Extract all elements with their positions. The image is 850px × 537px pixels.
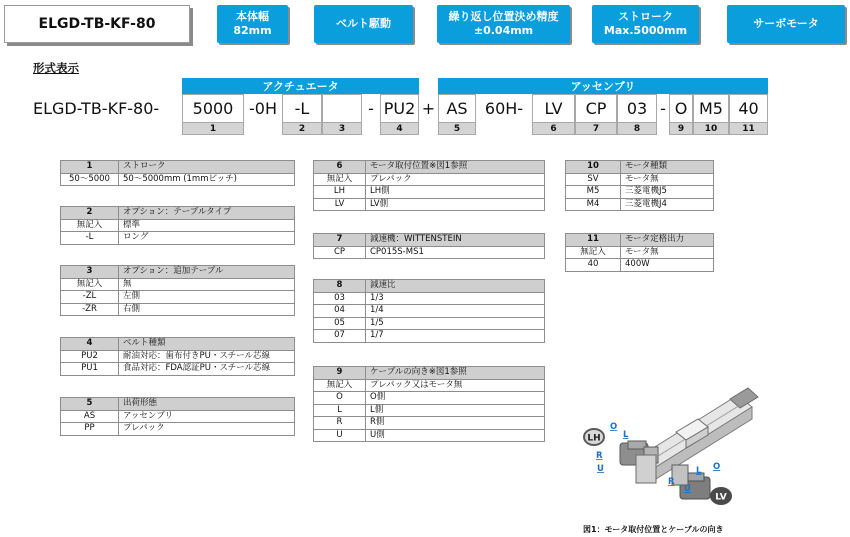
table-desc: プレパック (119, 423, 295, 436)
code-number-9: 9 (669, 122, 693, 135)
cable-direction-u-lower: U (684, 484, 691, 494)
table-row (314, 198, 545, 211)
spec-pill-drive-label: ベルト駆動 (336, 17, 391, 30)
table-row (314, 379, 545, 392)
code-motor-type: M5 (693, 94, 729, 122)
table-desc: LH側 (366, 186, 545, 199)
table-title: 出荷形態 (119, 398, 295, 411)
spec-pill-width-label: 本体幅 (236, 10, 269, 23)
lh-badge (583, 428, 605, 446)
cable-direction-r-upper: R (596, 451, 603, 461)
table-row (314, 246, 545, 259)
table-code: 03 (314, 292, 366, 305)
spec-pill-motor (727, 5, 845, 43)
table-number: 3 (61, 266, 119, 279)
lh-label: LH (587, 433, 601, 444)
code-dash: - (368, 98, 374, 118)
spec-pill-stroke-label: ストローク (618, 10, 673, 23)
code-ratio: 03 (617, 94, 657, 122)
table-title: 減速機：WITTENSTEIN (366, 234, 545, 247)
table-row (314, 404, 545, 417)
table-code: PU2 (61, 350, 119, 363)
table-row (314, 429, 545, 442)
table-desc: 1/4 (366, 305, 545, 318)
code-dash-2: - (660, 98, 666, 118)
table-title: モータ取付位置※図1参照 (366, 161, 545, 174)
spec-pill-accuracy-label: 繰り返し位置決め精度 (448, 10, 559, 23)
table-number: 2 (61, 207, 119, 220)
code-fixed-60h: 60H- (484, 98, 524, 118)
table-desc: 1/5 (366, 317, 545, 330)
table-code: M5 (566, 186, 621, 199)
code-shipping: AS (438, 94, 476, 122)
code-number-2: 2 (282, 122, 322, 135)
table-row (314, 330, 545, 343)
actuator-illustration (580, 385, 760, 520)
option-table-reducer (313, 233, 545, 259)
table-title: ストローク (119, 161, 295, 174)
table-desc: 1/3 (366, 292, 545, 305)
code-additional-table (322, 94, 362, 122)
table-number: 9 (314, 367, 366, 380)
table-row (314, 417, 545, 430)
table-code: 04 (314, 305, 366, 318)
table-number: 7 (314, 234, 366, 247)
table-desc: 右側 (119, 303, 295, 316)
table-desc: 食品対応：FDA認証PU・スチール芯線 (119, 363, 295, 376)
code-reducer: CP (575, 94, 617, 122)
table-number: 5 (61, 398, 119, 411)
table-code: 無記入 (61, 278, 119, 291)
model-name-box (4, 5, 190, 43)
table-desc: 三菱電機J5 (621, 186, 714, 199)
table-number: 6 (314, 161, 366, 174)
table-code: PU1 (61, 363, 119, 376)
code-number-5: 5 (438, 122, 476, 135)
table-code: 無記入 (61, 219, 119, 232)
table-desc: CP015S-MS1 (366, 246, 545, 259)
table-row (314, 392, 545, 405)
code-number-11: 11 (729, 122, 768, 135)
option-table-ratio (313, 279, 545, 343)
code-belt: PU2 (380, 94, 419, 122)
code-number-1: 1 (182, 122, 244, 135)
table-desc: O側 (366, 392, 545, 405)
table-row (61, 410, 295, 423)
motor-lv (672, 465, 710, 499)
code-stroke: 5000 (182, 94, 244, 122)
table-code: AS (61, 410, 119, 423)
table-code: O (314, 392, 366, 405)
table-code: LH (314, 186, 366, 199)
table-code: SV (566, 173, 621, 186)
code-number-7: 7 (575, 122, 617, 135)
code-fixed-0h: -0H (249, 98, 277, 118)
table-number: 10 (566, 161, 621, 174)
table-desc: アッセンブリ (119, 410, 295, 423)
spec-pill-accuracy (437, 5, 570, 43)
lv-badge (710, 487, 732, 505)
table-row (314, 292, 545, 305)
table-desc: モータ無 (621, 173, 714, 186)
table-desc: R側 (366, 417, 545, 430)
table-desc: U側 (366, 429, 545, 442)
table-desc: 1/7 (366, 330, 545, 343)
code-plus: + (421, 98, 436, 118)
table-code: -ZR (61, 303, 119, 316)
table-code: M4 (566, 198, 621, 211)
code-number-10: 10 (693, 122, 729, 135)
option-table-shipping (60, 397, 295, 436)
lv-label: LV (715, 492, 727, 503)
spec-pill-stroke (592, 5, 699, 43)
cable-direction-u-upper: U (597, 464, 604, 474)
table-number: 11 (566, 234, 621, 247)
table-title: モータ定格出力 (621, 234, 714, 247)
option-table-stroke (60, 160, 295, 186)
code-cable-direction: O (669, 94, 693, 122)
spec-pill-motor-label: サーボモータ (753, 17, 819, 30)
cable-direction-o-lower: O (713, 462, 721, 472)
table-desc: 左側 (119, 291, 295, 304)
code-number-4: 4 (380, 122, 419, 135)
spec-pill-width-value: 82mm (233, 24, 272, 37)
code-number-3: 3 (322, 122, 362, 135)
option-table-additional-table (60, 265, 295, 316)
table-row (314, 186, 545, 199)
table-desc: 耐油対応：歯布付きPU・スチール芯線 (119, 350, 295, 363)
table-desc: 50～5000mm (1mmピッチ) (119, 173, 295, 186)
option-table-table-type (60, 206, 295, 245)
table-code: 無記入 (566, 246, 621, 259)
option-table-belt (60, 337, 295, 376)
figure-caption: 図1：モータ取付位置とケーブルの向き (583, 525, 724, 534)
table-row (61, 350, 295, 363)
table-row (566, 173, 714, 186)
actuator-group-header: アクチュエータ (182, 78, 419, 94)
table-row (61, 278, 295, 291)
table-title: オプション：テーブルタイプ (119, 207, 295, 220)
table-row (314, 317, 545, 330)
table-code: 07 (314, 330, 366, 343)
code-number-6: 6 (532, 122, 575, 135)
spec-pill-accuracy-value: ±0.04mm (473, 24, 534, 37)
table-desc: 標準 (119, 219, 295, 232)
table-row (566, 198, 714, 211)
cable-direction-o-upper: O (610, 422, 618, 432)
table-row (314, 305, 545, 318)
section-title: 形式表示 (33, 61, 79, 75)
table-code: L (314, 404, 366, 417)
table-row (61, 423, 295, 436)
spec-pill-stroke-value: Max.5000mm (603, 24, 688, 37)
table-number: 4 (61, 338, 119, 351)
table-title: ベルト種類 (119, 338, 295, 351)
table-number: 1 (61, 161, 119, 174)
table-number: 8 (314, 280, 366, 293)
table-code: PP (61, 423, 119, 436)
table-title: 減速比 (366, 280, 545, 293)
table-code: 40 (566, 259, 621, 272)
table-code: 50～5000 (61, 173, 119, 186)
table-desc: プレパック又はモータ無 (366, 379, 545, 392)
table-code: 無記入 (314, 173, 366, 186)
table-code: R (314, 417, 366, 430)
table-desc: プレパック (366, 173, 545, 186)
code-motor-output: 40 (729, 94, 768, 122)
table-row (61, 363, 295, 376)
table-code: LV (314, 198, 366, 211)
table-row (566, 259, 714, 272)
table-desc: ロング (119, 232, 295, 245)
assembly-group-header: アッセンブリ (438, 78, 768, 94)
table-code: 無記入 (314, 379, 366, 392)
code-motor-position: LV (532, 94, 575, 122)
cable-direction-r-lower: R (668, 477, 675, 487)
table-row (566, 186, 714, 199)
table-row (61, 173, 295, 186)
option-table-motor-position (313, 160, 545, 211)
code-number-8: 8 (617, 122, 657, 135)
cable-direction-l-lower: L (696, 466, 702, 476)
table-title: ケーブルの向き※図1参照 (366, 367, 545, 380)
code-prefix: ELGD-TB-KF-80- (33, 98, 160, 118)
table-desc: 無 (119, 278, 295, 291)
table-code: -L (61, 232, 119, 245)
table-title: オプション：追加テーブル (119, 266, 295, 279)
table-desc: 400W (621, 259, 714, 272)
table-row (61, 291, 295, 304)
model-name: ELGD-TB-KF-80 (38, 16, 156, 32)
code-table-type: -L (282, 94, 322, 122)
table-row (314, 173, 545, 186)
table-code: 05 (314, 317, 366, 330)
option-table-cable-direction (313, 366, 545, 442)
table-code: CP (314, 246, 366, 259)
table-row (566, 246, 714, 259)
cable-direction-l-upper: L (623, 430, 629, 440)
option-table-motor-type (565, 160, 714, 211)
table-code: U (314, 429, 366, 442)
table-desc: 三菱電機J4 (621, 198, 714, 211)
motor-lh (620, 441, 658, 483)
spec-pill-width (217, 5, 288, 43)
table-row (61, 219, 295, 232)
table-code: -ZL (61, 291, 119, 304)
option-table-motor-output (565, 233, 714, 272)
table-desc: L側 (366, 404, 545, 417)
table-title: モータ種類 (621, 161, 714, 174)
spec-pill-drive (314, 5, 413, 43)
table-desc: モータ無 (621, 246, 714, 259)
table-row (61, 232, 295, 245)
table-row (61, 303, 295, 316)
table-desc: LV側 (366, 198, 545, 211)
